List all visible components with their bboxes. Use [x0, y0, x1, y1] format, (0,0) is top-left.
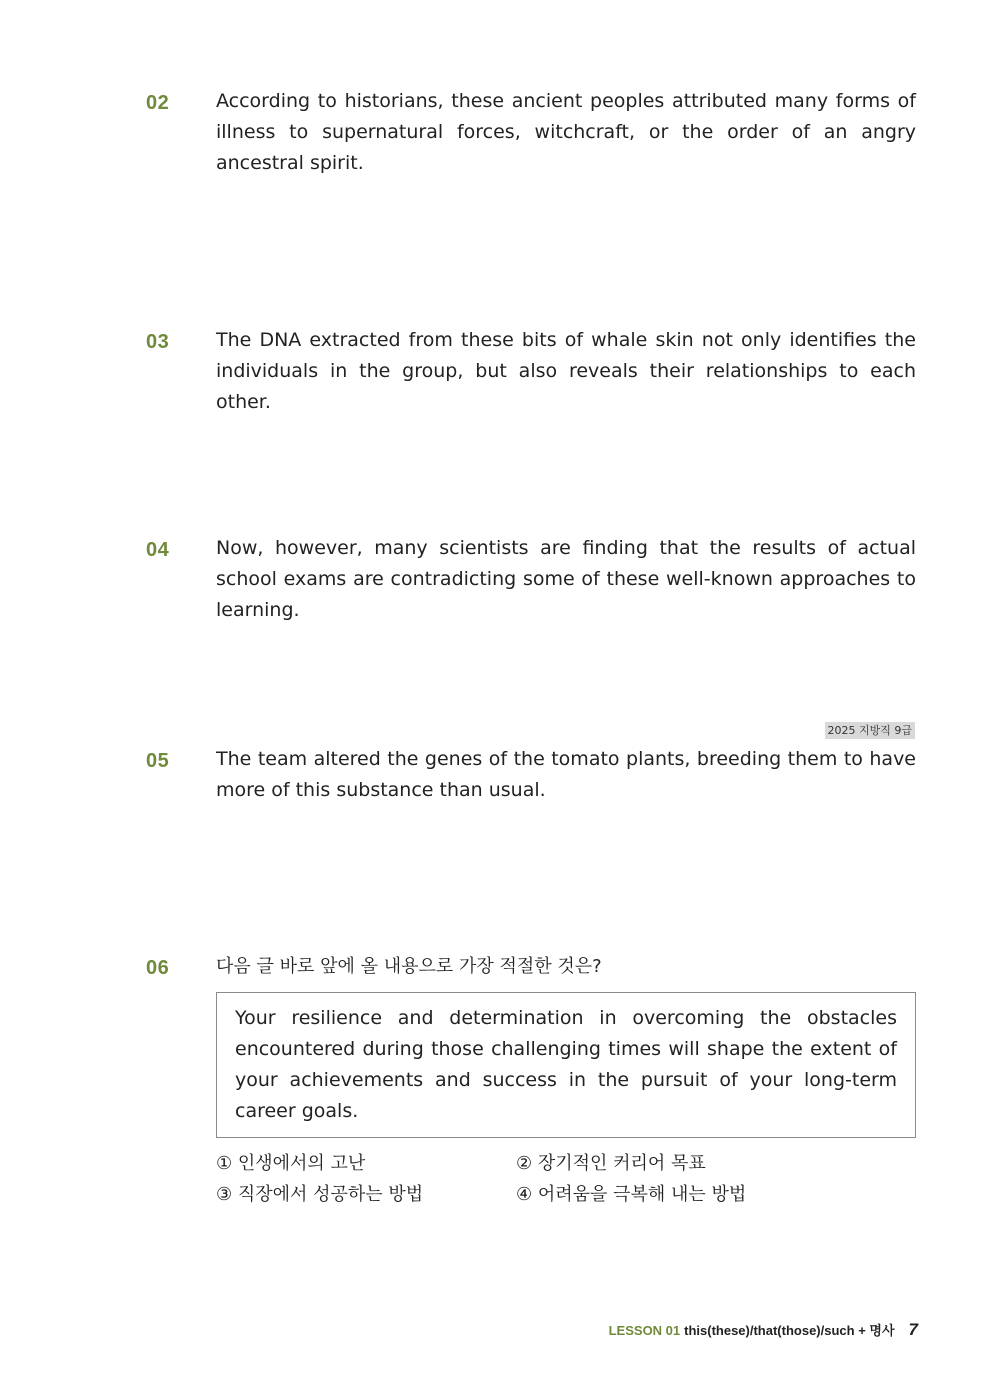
answer-choice-2[interactable]: ② 장기적인 커리어 목표 [516, 1153, 706, 1174]
question-number-04: 04 [146, 539, 170, 561]
reading-passage-text: Your resilience and determination in overcoming the obstacles encountered during those challenging times will shape the extent of your achievements and success in the pursuit of your long-term career goals. [235, 1007, 897, 1122]
lesson-title: this(these)/that(those)/such + 명사 [684, 1323, 895, 1338]
question-text-05: The team altered the genes of the tomato plants, breeding them to have more of this substance than usual. [216, 748, 916, 801]
question-text-04: Now, however, many scientists are finding that the results of actual school exams are contradicting some of these well-known approaches to learning. [216, 537, 916, 621]
reading-passage-box [216, 992, 916, 1138]
answer-choice-4[interactable]: ④ 어려움을 극복해 내는 방법 [516, 1184, 747, 1205]
page-footer [609, 1320, 918, 1340]
source-badge: 2025 지방직 9급 [825, 722, 916, 739]
page-number: 7 [908, 1320, 918, 1339]
question-prompt-06: 다음 글 바로 앞에 올 내용으로 가장 적절한 것은? [216, 956, 602, 977]
question-number-05: 05 [146, 750, 170, 772]
question-number-02: 02 [146, 92, 170, 114]
question-text-03: The DNA extracted from these bits of whale skin not only identifies the individuals in the group, but also reveals their relationships to each other. [216, 329, 916, 413]
lesson-label: LESSON 01 [608, 1323, 681, 1338]
question-text-02: According to historians, these ancient peoples attributed many forms of illness to supernatural forces, witchcraft, or the order of an angry ancestral spirit. [216, 90, 916, 174]
question-number-06: 06 [146, 957, 170, 979]
question-number-03: 03 [146, 331, 170, 353]
answer-choice-3[interactable]: ③ 직장에서 성공하는 방법 [216, 1184, 424, 1205]
answer-choice-1[interactable]: ① 인생에서의 고난 [216, 1153, 366, 1174]
